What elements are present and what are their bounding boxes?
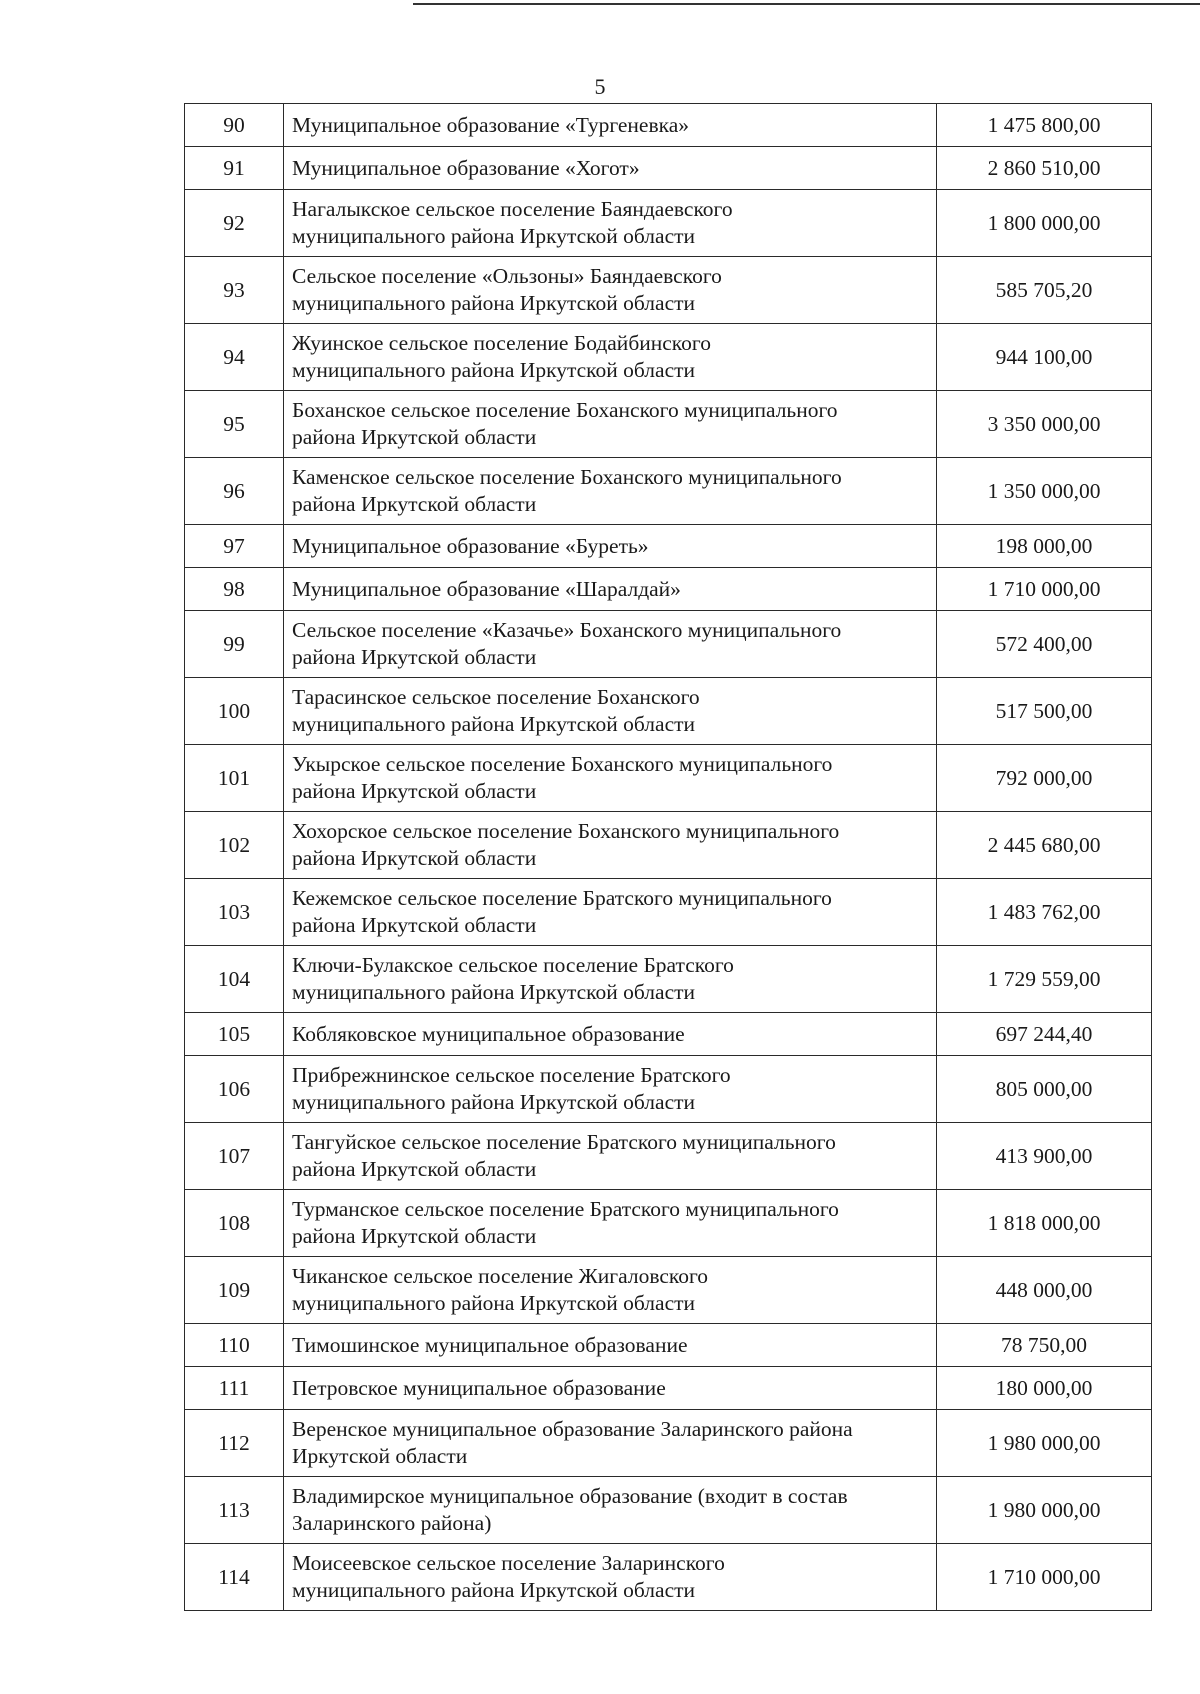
row-number: 94 bbox=[185, 324, 284, 391]
table-row bbox=[185, 147, 1152, 190]
municipality-name: Нагалыкское сельское поселение Баяндаевского муниципального района Иркутской области bbox=[284, 190, 937, 257]
row-number: 104 bbox=[185, 946, 284, 1013]
row-number: 91 bbox=[185, 147, 284, 190]
municipality-name: Тимошинское муниципальное образование bbox=[284, 1324, 937, 1367]
table-row bbox=[185, 1324, 1152, 1367]
table-row bbox=[185, 678, 1152, 745]
municipality-name: Сельское поселение «Ользоны» Баяндаевского муниципального района Иркутской области bbox=[284, 257, 937, 324]
amount: 2 445 680,00 bbox=[937, 812, 1152, 879]
table-row bbox=[185, 391, 1152, 458]
municipality-name: Петровское муниципальное образование bbox=[284, 1367, 937, 1410]
row-number: 112 bbox=[185, 1410, 284, 1477]
amount: 1 710 000,00 bbox=[937, 568, 1152, 611]
municipality-name: Боханское сельское поселение Боханского муниципального района Иркутской области bbox=[284, 391, 937, 458]
municipality-name: Кобляковское муниципальное образование bbox=[284, 1013, 937, 1056]
amount: 198 000,00 bbox=[937, 525, 1152, 568]
amount: 1 980 000,00 bbox=[937, 1410, 1152, 1477]
table-row bbox=[185, 525, 1152, 568]
municipality-name: Веренское муниципальное образование Заларинского района Иркутской области bbox=[284, 1410, 937, 1477]
row-number: 103 bbox=[185, 879, 284, 946]
municipality-name: Муниципальное образование «Шаралдай» bbox=[284, 568, 937, 611]
table-body bbox=[185, 104, 1152, 1611]
amount: 1 729 559,00 bbox=[937, 946, 1152, 1013]
row-number: 92 bbox=[185, 190, 284, 257]
row-number: 108 bbox=[185, 1190, 284, 1257]
table-row bbox=[185, 1123, 1152, 1190]
amount: 180 000,00 bbox=[937, 1367, 1152, 1410]
row-number: 100 bbox=[185, 678, 284, 745]
table-row bbox=[185, 257, 1152, 324]
table-row bbox=[185, 812, 1152, 879]
municipality-name: Муниципальное образование «Тургеневка» bbox=[284, 104, 937, 147]
municipality-name: Тарасинское сельское поселение Боханского муниципального района Иркутской области bbox=[284, 678, 937, 745]
row-number: 106 bbox=[185, 1056, 284, 1123]
page-number: 5 bbox=[594, 74, 606, 99]
municipality-name: Укырское сельское поселение Боханского муниципального района Иркутской области bbox=[284, 745, 937, 812]
table-row bbox=[185, 1056, 1152, 1123]
amount: 1 818 000,00 bbox=[937, 1190, 1152, 1257]
municipality-name: Кежемское сельское поселение Братского муниципального района Иркутской области bbox=[284, 879, 937, 946]
municipality-name: Каменское сельское поселение Боханского муниципального района Иркутской области bbox=[284, 458, 937, 525]
row-number: 110 bbox=[185, 1324, 284, 1367]
row-number: 111 bbox=[185, 1367, 284, 1410]
row-number: 95 bbox=[185, 391, 284, 458]
table-row bbox=[185, 104, 1152, 147]
amount: 1 710 000,00 bbox=[937, 1544, 1152, 1611]
amount: 78 750,00 bbox=[937, 1324, 1152, 1367]
table-row bbox=[185, 879, 1152, 946]
row-number: 107 bbox=[185, 1123, 284, 1190]
municipality-name: Моисеевское сельское поселение Заларинского муниципального района Иркутской области bbox=[284, 1544, 937, 1611]
amount: 792 000,00 bbox=[937, 745, 1152, 812]
amount: 697 244,40 bbox=[937, 1013, 1152, 1056]
table-row bbox=[185, 946, 1152, 1013]
row-number: 109 bbox=[185, 1257, 284, 1324]
table-row bbox=[185, 611, 1152, 678]
row-number: 113 bbox=[185, 1477, 284, 1544]
amount: 1 980 000,00 bbox=[937, 1477, 1152, 1544]
table-row bbox=[185, 1410, 1152, 1477]
amount: 413 900,00 bbox=[937, 1123, 1152, 1190]
table-row bbox=[185, 458, 1152, 525]
row-number: 99 bbox=[185, 611, 284, 678]
row-number: 90 bbox=[185, 104, 284, 147]
municipality-name: Сельское поселение «Казачье» Боханского муниципального района Иркутской области bbox=[284, 611, 937, 678]
municipality-name: Жуинское сельское поселение Бодайбинского муниципального района Иркутской области bbox=[284, 324, 937, 391]
row-number: 97 bbox=[185, 525, 284, 568]
table-row bbox=[185, 1544, 1152, 1611]
municipality-name: Муниципальное образование «Буреть» bbox=[284, 525, 937, 568]
amount: 1 475 800,00 bbox=[937, 104, 1152, 147]
row-number: 93 bbox=[185, 257, 284, 324]
amount: 3 350 000,00 bbox=[937, 391, 1152, 458]
row-number: 105 bbox=[185, 1013, 284, 1056]
municipality-name: Муниципальное образование «Хогот» bbox=[284, 147, 937, 190]
amount: 517 500,00 bbox=[937, 678, 1152, 745]
table-row bbox=[185, 745, 1152, 812]
row-number: 114 bbox=[185, 1544, 284, 1611]
amount: 1 483 762,00 bbox=[937, 879, 1152, 946]
table-row bbox=[185, 1190, 1152, 1257]
municipality-name: Хохорское сельское поселение Боханского муниципального района Иркутской области bbox=[284, 812, 937, 879]
municipality-name: Тангуйское сельское поселение Братского муниципального района Иркутской области bbox=[284, 1123, 937, 1190]
amount: 805 000,00 bbox=[937, 1056, 1152, 1123]
top-rule bbox=[413, 3, 1200, 5]
table-row bbox=[185, 1257, 1152, 1324]
municipality-name: Турманское сельское поселение Братского муниципального района Иркутской области bbox=[284, 1190, 937, 1257]
row-number: 102 bbox=[185, 812, 284, 879]
amount: 1 350 000,00 bbox=[937, 458, 1152, 525]
table-row bbox=[185, 568, 1152, 611]
row-number: 96 bbox=[185, 458, 284, 525]
table-row bbox=[185, 1013, 1152, 1056]
amount: 1 800 000,00 bbox=[937, 190, 1152, 257]
municipality-name: Чиканское сельское поселение Жигаловского муниципального района Иркутской области bbox=[284, 1257, 937, 1324]
allocation-table bbox=[184, 103, 1152, 1611]
municipality-name: Ключи-Булакское сельское поселение Братского муниципального района Иркутской области bbox=[284, 946, 937, 1013]
table-row bbox=[185, 1477, 1152, 1544]
table-row bbox=[185, 1367, 1152, 1410]
table-row bbox=[185, 324, 1152, 391]
amount: 572 400,00 bbox=[937, 611, 1152, 678]
row-number: 101 bbox=[185, 745, 284, 812]
table-row bbox=[185, 190, 1152, 257]
municipality-name: Владимирское муниципальное образование (входит в состав Заларинского района) bbox=[284, 1477, 937, 1544]
amount: 585 705,20 bbox=[937, 257, 1152, 324]
amount: 448 000,00 bbox=[937, 1257, 1152, 1324]
row-number: 98 bbox=[185, 568, 284, 611]
amount: 944 100,00 bbox=[937, 324, 1152, 391]
amount: 2 860 510,00 bbox=[937, 147, 1152, 190]
municipality-name: Прибрежнинское сельское поселение Братского муниципального района Иркутской области bbox=[284, 1056, 937, 1123]
